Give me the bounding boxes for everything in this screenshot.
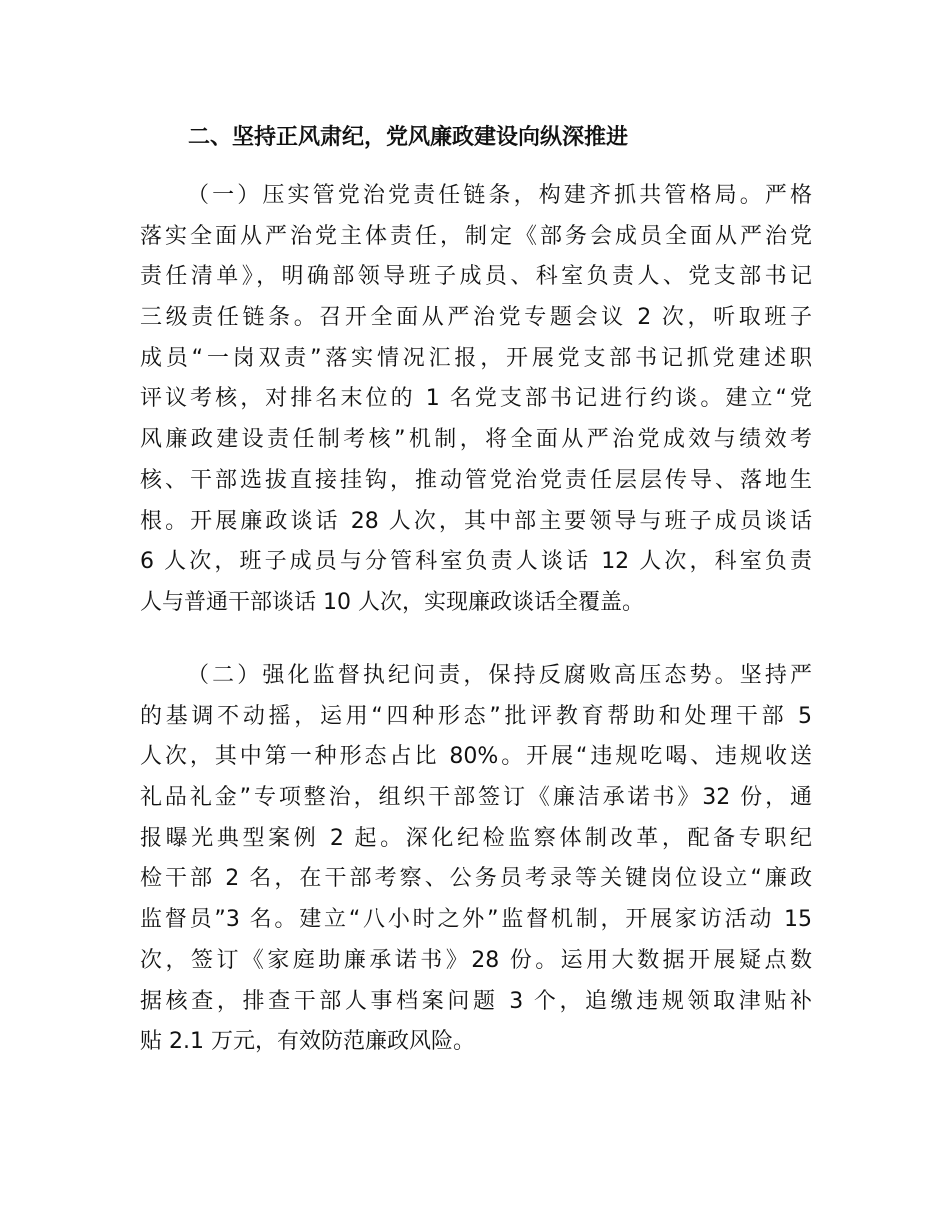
paragraph-2 xyxy=(140,656,812,1063)
paragraph-line: 根。开展廉政谈话 28 人次，其中部主要领导与班子成员谈话 xyxy=(140,508,812,534)
section-heading: 二、坚持正风肃纪，党风廉政建设向纵深推进 xyxy=(188,125,629,150)
paragraph-line: 报曝光典型案例 2 起。深化纪检监察体制改革，配备专职纪 xyxy=(140,825,812,851)
paragraph-line: 贴 2.1 万元，有效防范廉政风险。 xyxy=(140,1029,475,1055)
paragraph-line: 风廉政建设责任制考核”机制，将全面从严治党成效与绩效考 xyxy=(140,427,812,453)
paragraph-line: 6 人次，班子成员与分管科室负责人谈话 12 人次，科室负责 xyxy=(140,549,812,575)
paragraph-line: 据核查，排查干部人事档案问题 3 个，追缴违规领取津贴补 xyxy=(140,988,812,1014)
paragraph-1 xyxy=(140,176,812,624)
paragraph-line: 人与普通干部谈话 10 人次，实现廉政谈话全覆盖。 xyxy=(140,589,644,615)
paragraph-line: 监督员”3 名。建立“八小时之外”监督机制，开展家访活动 15 xyxy=(140,907,812,933)
paragraph-line: 责任清单》，明确部领导班子成员、科室负责人、党支部书记 xyxy=(140,264,812,290)
paragraph-line: 评议考核，对排名末位的 1 名党支部书记进行约谈。建立“党 xyxy=(140,386,812,412)
paragraph-line: 落实全面从严治党主体责任，制定《部务会成员全面从严治党 xyxy=(140,223,812,249)
paragraph-line: 次，签订《家庭助廉承诺书》28 份。运用大数据开展疑点数 xyxy=(140,947,812,973)
paragraph-line: （一）压实管党治党责任链条，构建齐抓共管格局。严格 xyxy=(187,183,812,208)
paragraph-line: 核、干部选拔直接挂钩，推动管党治党责任层层传导、落地生 xyxy=(140,467,812,493)
paragraph-line: 人次，其中第一种形态占比 80%。开展“违规吃喝、违规收送 xyxy=(140,744,812,770)
paragraph-line: 礼品礼金”专项整治，组织干部签订《廉洁承诺书》32 份，通 xyxy=(140,785,812,811)
paragraph-line: 成员“一岗双责”落实情况汇报，开展党支部书记抓党建述职 xyxy=(140,345,812,371)
paragraph-line: 检干部 2 名，在干部考察、公务员考录等关键岗位设立“廉政 xyxy=(140,866,812,892)
paragraph-line: （二）强化监督执纪问责，保持反腐败高压态势。坚持严 xyxy=(187,663,812,688)
paragraph-line: 三级责任链条。召开全面从严治党专题会议 2 次，听取班子 xyxy=(140,305,812,331)
paragraph-line: 的基调不动摇，运用“四种形态”批评教育帮助和处理干部 5 xyxy=(140,703,812,729)
